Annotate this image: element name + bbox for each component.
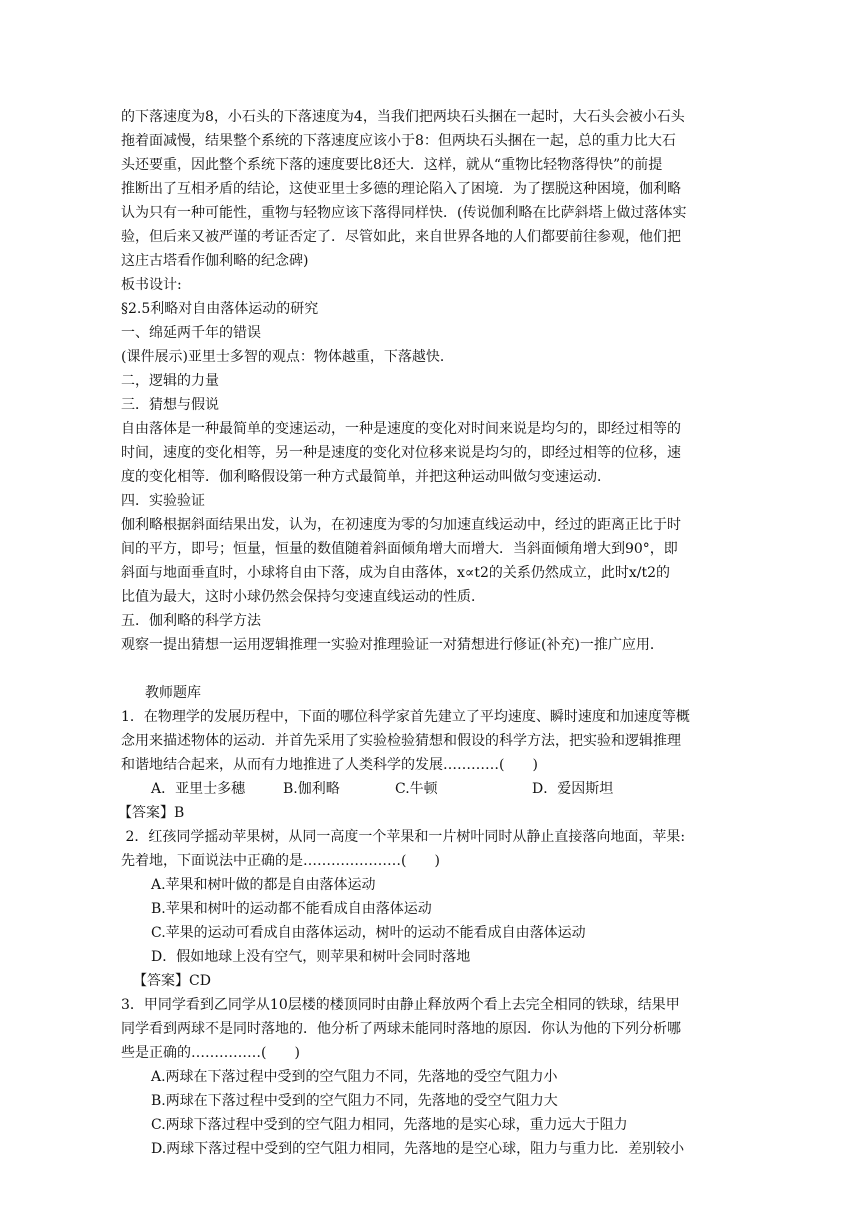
question-2-option: B.苹果和树叶的运动都不能看成自由落体运动: [151, 901, 432, 917]
section-body: 比值为最大，这时小球仍然会保持匀变速直线运动的性质．: [121, 589, 485, 605]
question-2-option: A.苹果和树叶做的都是自由落体运动: [151, 877, 376, 893]
intro-line: 这庄古塔看作伽利略的纪念碑): [121, 253, 309, 269]
section-heading: 二，逻辑的力量: [121, 373, 219, 389]
board-design-title: §2.5利略对自由落体运动的研究: [121, 301, 319, 317]
section-body: 观察一提出猜想一运用逻辑推理一实验对推理验证一对猜想进行修证(补充)一推广应用．: [121, 637, 664, 653]
section-body: 斜面与地面垂直时，小球将自由下落，成为自由落体，x∝t2的关系仍然成立，此时x/t2的: [121, 565, 671, 581]
question-1-line: 1．在物理学的发展历程中，下面的哪位科学家首先建立了平均速度、瞬时速度和加速度等概: [121, 709, 690, 725]
question-3-option: D.两球下落过程中受到的空气阻力相同，先落地的是空心球，阻力与重力比．差别较小: [151, 1141, 685, 1157]
intro-line: 认为只有一种可能性，重物与轻物应该下落得同样快．(传说伽利略在比萨斜塔上做过落体实: [121, 205, 687, 221]
intro-line: 验，但后来又被严谨的考证否定了．尽管如此，来自世界各地的人们都要前往参观，他们把: [121, 229, 681, 245]
question-1-option-d: D．爱因斯坦: [532, 781, 614, 797]
intro-line: 的下落速度为8，小石头的下落速度为4，当我们把两块石头捆在一起时，大石头会被小石头: [121, 109, 685, 125]
section-body: 度的变化相等．伽利略假设第一种方式最简单，并把这种运动叫做匀变速运动．: [121, 469, 611, 485]
question-2-answer: 【答案】CD: [133, 973, 211, 989]
question-3-line: 同学看到两球不是同时落地的．他分析了两球未能同时落地的原因．你认为他的下列分析哪: [121, 1021, 681, 1037]
question-2-line: 2．红孩同学摇动苹果树，从同一高度一个苹果和一片树叶同时从静止直接落向地面，苹果:: [121, 829, 686, 845]
intro-line: 拖着面减慢，结果整个系统的下落速度应该小于8：但两块石头捆在一起，总的重力比大石: [121, 133, 676, 149]
section-body: (课件展示)亚里士多智的观点：物体越重，下落越快．: [121, 349, 454, 365]
question-1-answer: 【答案】B: [118, 805, 185, 821]
question-3-option: B.两球在下落过程中受到的空气阻力不同，先落地的受空气阻力大: [151, 1093, 558, 1109]
section-body: 自由落体是一种最简单的变速运动，一种是速度的变化对时间来说是均匀的，即经过相等的: [121, 421, 681, 437]
question-3-line: 3．甲同学看到乙同学从10层楼的楼顶同时由静止释放两个看上去完全相同的铁球，结果甲: [121, 997, 680, 1013]
section-heading: 三．猜想与假说: [121, 397, 219, 413]
section-body: 伽利略根据斜面结果出发，认为，在初速度为零的匀加速直线运动中，经过的距离正比于时: [121, 517, 681, 533]
question-1-option-b: B.伽利略: [283, 781, 340, 797]
question-1-line: 念用来描述物体的运动．并首先采用了实验检验猜想和假设的科学方法，把实验和逻辑推理: [121, 733, 681, 749]
section-heading: 五．伽利略的科学方法: [121, 613, 261, 629]
section-body: 时间，速度的变化相等，另一种是速度的变化对位移来说是均匀的，即经过相等的位移，速: [121, 445, 681, 461]
question-bank-title: 教师题库: [145, 685, 201, 701]
section-heading: 四．实验验证: [121, 493, 205, 509]
intro-line: 头还要重，因此整个系统下落的速度要比8还大．这样，就从“重物比轻物落得快”的前提: [121, 157, 663, 173]
question-1-option-a: A．亚里士多穗: [151, 781, 246, 797]
question-3-line: 些是正确的……………( ): [121, 1045, 300, 1061]
question-3-option: C.两球下落过程中受到的空气阻力相同，先落地的是实心球，重力远大于阻力: [151, 1117, 628, 1133]
question-1-line: 和谐地结合起来，从而有力地推进了人类科学的发展…………( ): [121, 757, 538, 773]
question-2-line: 先着地，下面说法中正确的是…………………( ): [121, 853, 440, 869]
board-design-heading: 板书设计:: [121, 277, 182, 293]
question-2-option: C.苹果的运动可看成自由落体运动，树叶的运动不能看成自由落体运动: [151, 925, 586, 941]
question-2-option: D．假如地球上没有空气，则苹果和树叶会同时落地: [151, 949, 471, 965]
intro-line: 推断出了互相矛盾的结论，这使亚里士多德的理论陷入了困境．为了摆脱这种困境，伽利略: [121, 181, 681, 197]
question-3-option: A.两球在下落过程中受到的空气阻力不同，先落地的受空气阻力小: [151, 1069, 558, 1085]
section-heading: 一、绵延两千年的错误: [121, 325, 261, 341]
section-body: 间的平方，即号；恒量，恒量的数值随着斜面倾角增大而增大．当斜面倾角增大到90°，即: [121, 541, 678, 557]
question-1-option-c: C.牛顿: [395, 781, 438, 797]
